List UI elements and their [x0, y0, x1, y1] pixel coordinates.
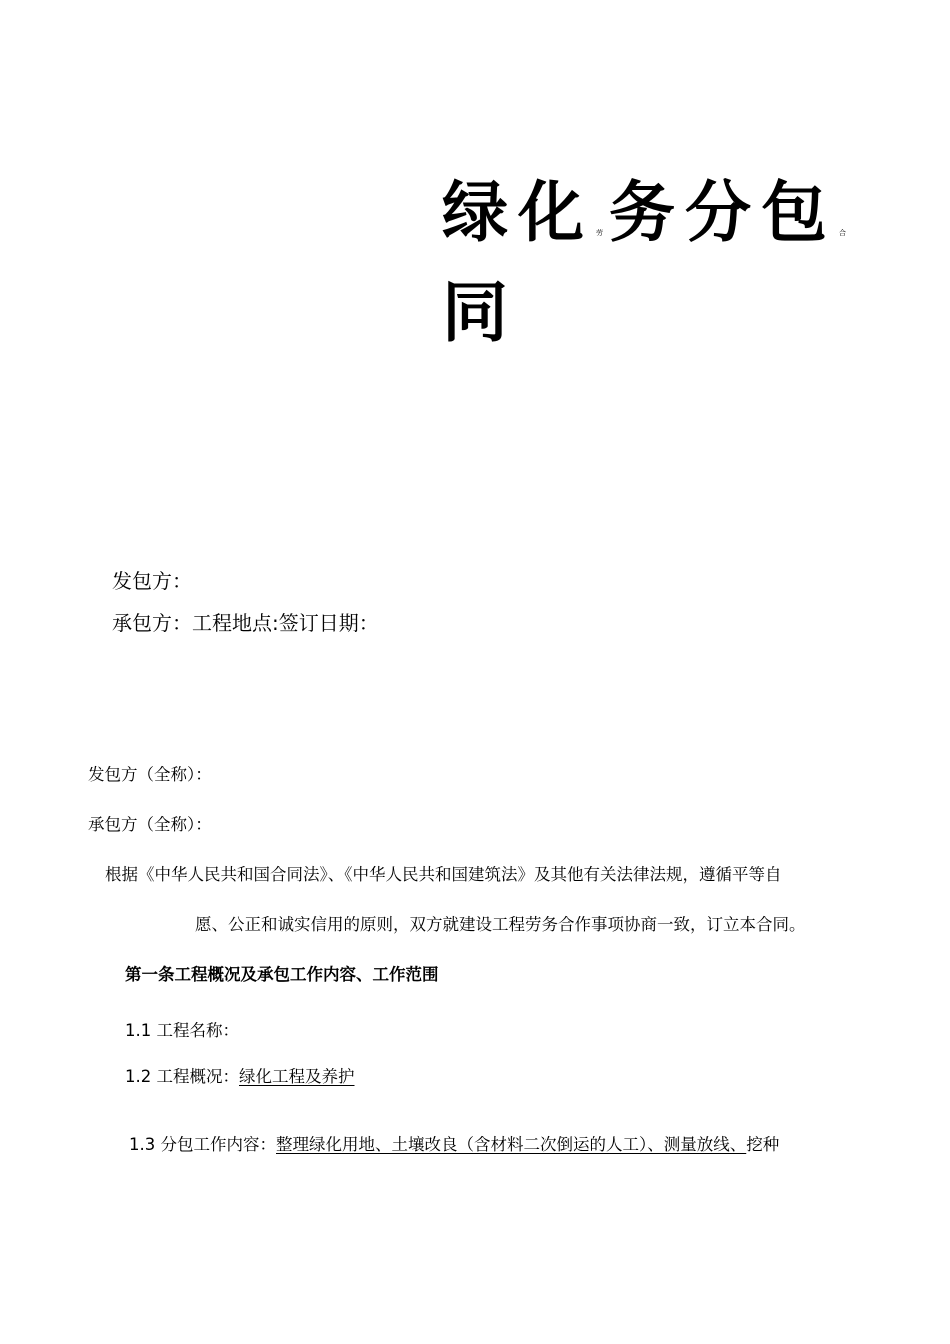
article1-heading: 第一条工程概况及承包工作内容、工作范围	[125, 965, 439, 984]
title-text-part1: 绿化	[442, 174, 594, 251]
item-1-3-value: 整理绿化用地、土壤改良（含材料二次倒运的人工）、测量放线、	[276, 1135, 747, 1154]
contract-title-line1	[442, 174, 852, 251]
title-text-part2: 务分包	[609, 174, 837, 251]
employer-full-name-label: 发包方（全称）：	[88, 765, 212, 784]
item-1-3-tail: 挖种	[746, 1135, 780, 1154]
title-small-char2: 合	[839, 229, 846, 237]
title-small-char1: 劳	[596, 229, 603, 237]
item-1-1-project-name: 1.1 工程名称：	[125, 1021, 239, 1040]
contract-title-line2: 同	[442, 274, 518, 351]
item-1-2-label: 1.2 工程概况：	[125, 1067, 239, 1086]
item-1-3-label: 1.3 分包工作内容：	[129, 1135, 276, 1154]
cover-contractor-line: 承包方：工程地点:签订日期：	[112, 611, 379, 635]
item-1-2-project-overview	[125, 1063, 355, 1087]
preamble-line1: 根据《中华人民共和国合同法》、《中华人民共和国建筑法》及其他有关法律法规，遵循平等自	[105, 865, 782, 884]
cover-employer-label: 发包方：	[112, 569, 192, 593]
contractor-full-name-label: 承包方（全称）：	[88, 815, 212, 834]
item-1-2-value: 绿化工程及养护	[239, 1067, 355, 1086]
item-1-3-work-content	[129, 1131, 779, 1155]
preamble-line2: 愿、公正和诚实信用的原则，双方就建设工程劳务合作事项协商一致，订立本合同。	[195, 915, 806, 934]
